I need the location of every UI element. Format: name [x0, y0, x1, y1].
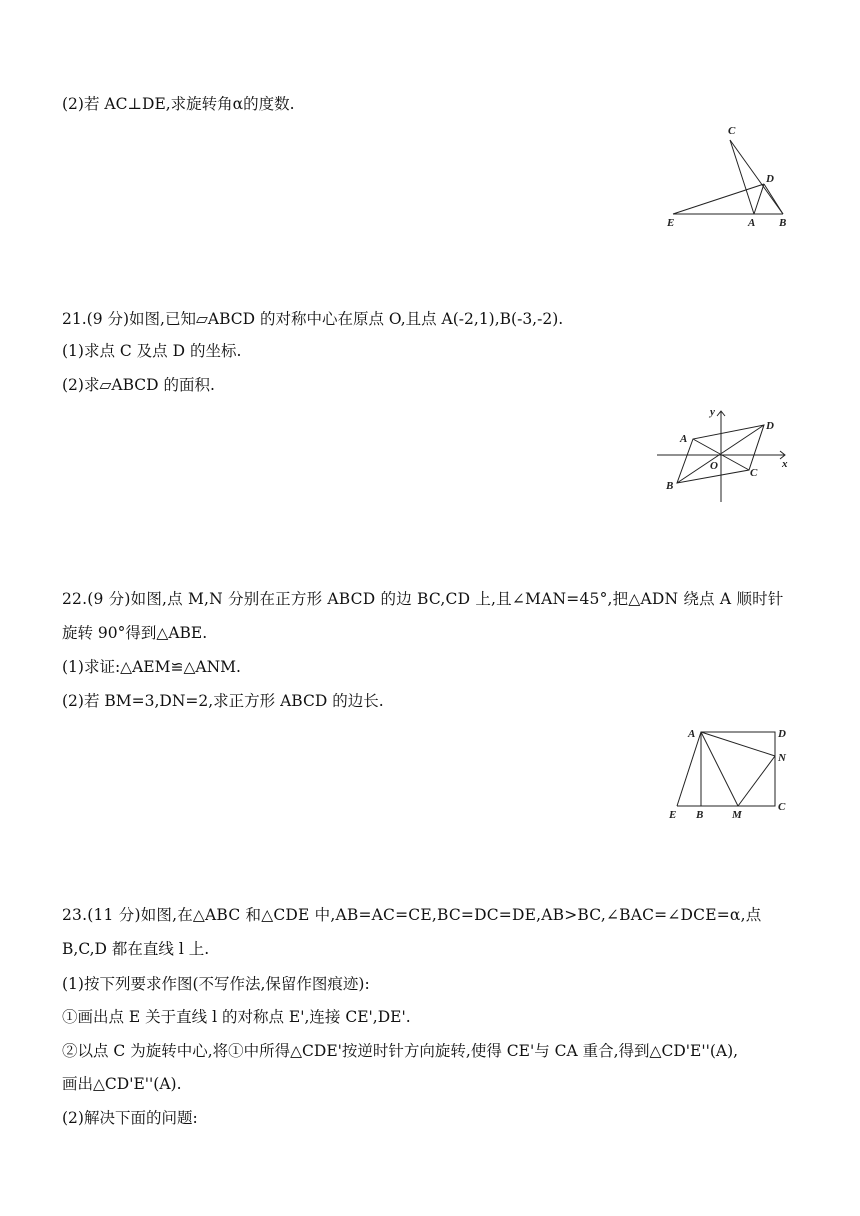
q21-part2: (2)求▱ABCD 的面积. [62, 376, 215, 394]
label-m: M [732, 809, 742, 821]
q20-part2: (2)若 AC⊥DE,求旋转角α的度数. [62, 95, 295, 113]
label-y: y [710, 406, 715, 418]
q22-stem-line2: 旋转 90°得到△ABE. [62, 624, 208, 642]
label-d: D [778, 728, 786, 740]
q23-stem-line2: B,C,D 都在直线 l 上. [62, 940, 210, 958]
label-c: C [778, 801, 786, 813]
q23-step2-line1: ②以点 C 为旋转中心,将①中所得△CDE'按逆时针方向旋转,使得 CE'与 CA 重合,得到△CD'E''(A), [62, 1042, 739, 1060]
label-c: C [728, 125, 736, 137]
label-o: O [710, 460, 718, 472]
q23-part2: (2)解决下面的问题: [62, 1109, 198, 1127]
q23-stem-line1: 23.(11 分)如图,在△ABC 和△CDE 中,AB=AC=CE,BC=DC=DE,AB>BC,∠BAC=∠DCE=α,点 [62, 906, 762, 924]
label-b: B [666, 480, 674, 492]
label-e: E [667, 217, 675, 229]
q22-part2: (2)若 BM=3,DN=2,求正方形 ABCD 的边长. [62, 692, 384, 710]
label-d: D [766, 173, 774, 185]
q22-part1: (1)求证:△AEM≌△ANM. [62, 658, 241, 676]
label-c: C [750, 467, 758, 479]
q23-step1: ①画出点 E 关于直线 l 的对称点 E',连接 CE',DE'. [62, 1008, 411, 1026]
q22-stem-line1: 22.(9 分)如图,点 M,N 分别在正方形 ABCD 的边 BC,CD 上,且∠MAN=45°,把△ADN 绕点 A 顺时针 [62, 590, 784, 608]
label-x: x [782, 458, 788, 470]
label-d: D [766, 420, 774, 432]
q23-step2-line2: 画出△CD'E''(A). [62, 1075, 182, 1093]
label-a: A [680, 433, 688, 445]
label-b: B [779, 217, 787, 229]
label-a: A [748, 217, 756, 229]
q22-figure [664, 724, 794, 824]
label-e: E [669, 809, 677, 821]
q21-stem: 21.(9 分)如图,已知▱ABCD 的对称中心在原点 O,且点 A(-2,1),B(-3,-2). [62, 310, 564, 328]
q20-figure [660, 120, 800, 232]
q21-part1: (1)求点 C 及点 D 的坐标. [62, 342, 242, 360]
q21-figure [652, 405, 800, 507]
label-b: B [696, 809, 704, 821]
q23-part1: (1)按下列要求作图(不写作法,保留作图痕迹): [62, 975, 370, 993]
label-n: N [778, 752, 786, 764]
label-a: A [688, 728, 696, 740]
